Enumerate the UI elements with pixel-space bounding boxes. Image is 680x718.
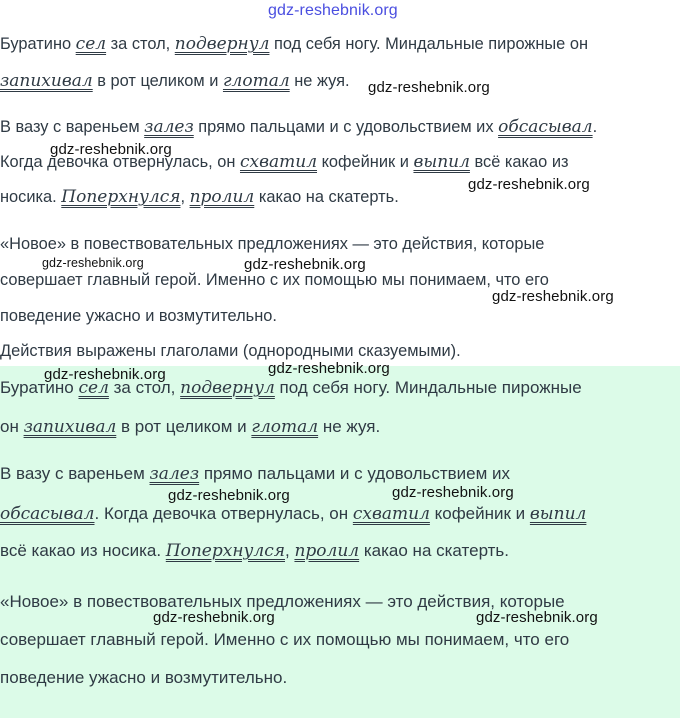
verb: пролил bbox=[189, 187, 255, 207]
watermark: gdz-reshebnik.org bbox=[168, 487, 290, 504]
text: кофейник и bbox=[317, 153, 414, 171]
text: какао на скатерть. bbox=[359, 541, 510, 560]
watermark: gdz-reshebnik.org bbox=[268, 360, 390, 377]
text-line bbox=[0, 504, 586, 524]
text-line bbox=[0, 541, 509, 561]
verb: обсасывал bbox=[498, 117, 593, 137]
text: . Когда девочка отвернулась, он bbox=[94, 504, 353, 523]
text-line: «Новое» в повествовательных предложениях — это действия, которые bbox=[0, 235, 545, 253]
watermark: gdz-reshebnik.org bbox=[50, 141, 172, 158]
text-line bbox=[0, 117, 597, 137]
verb: обсасывал bbox=[0, 504, 95, 524]
text: В вазу с вареньем bbox=[0, 464, 150, 483]
text: под себя ногу. Миндальные пирожные bbox=[274, 378, 582, 397]
answer-section-bottom bbox=[0, 366, 680, 718]
text-line bbox=[0, 34, 588, 54]
verb: подвернул bbox=[180, 378, 275, 398]
text-line bbox=[0, 71, 350, 91]
text-line: совершает главный герой. Именно с их помощью мы понимаем, что его bbox=[0, 630, 570, 649]
text: Буратино bbox=[0, 378, 79, 397]
text-line bbox=[0, 417, 380, 437]
text: всё какао из носика. bbox=[0, 541, 166, 560]
watermark: gdz-reshebnik.org bbox=[476, 609, 598, 626]
text-line: поведение ужасно и возмутительно. bbox=[0, 307, 277, 325]
watermark: gdz-reshebnik.org bbox=[392, 484, 514, 501]
text: носика. bbox=[0, 188, 62, 206]
text: кофейник и bbox=[429, 504, 530, 523]
watermark: gdz-reshebnik.org bbox=[368, 79, 490, 96]
watermark: gdz-reshebnik.org bbox=[153, 609, 275, 626]
text: в рот целиком и bbox=[92, 72, 223, 90]
verb: глотал bbox=[222, 71, 290, 91]
text: Буратино bbox=[0, 35, 76, 53]
verb: сел bbox=[78, 378, 109, 398]
verb: Поперхнулся bbox=[61, 187, 181, 207]
verb: Поперхнулся bbox=[165, 541, 285, 561]
text: какао на скатерть. bbox=[254, 188, 399, 206]
text: не жуя. bbox=[289, 72, 350, 90]
text-line: поведение ужасно и возмутительно. bbox=[0, 668, 288, 687]
text: в рот целиком и bbox=[116, 417, 252, 436]
verb: запихивал bbox=[0, 71, 93, 91]
text: В вазу с вареньем bbox=[0, 118, 145, 136]
text: прямо пальцами и с удовольствием их bbox=[193, 118, 499, 136]
watermark: gdz-reshebnik.org bbox=[468, 176, 590, 193]
text: . bbox=[592, 118, 598, 136]
watermark: gdz-reshebnik.org bbox=[42, 256, 144, 270]
text: под себя ногу. Миндальные пирожные он bbox=[269, 35, 589, 53]
text-line bbox=[0, 464, 510, 484]
text: он bbox=[0, 417, 24, 436]
header-watermark: gdz-reshebnik.org bbox=[268, 2, 398, 19]
verb: залез bbox=[144, 117, 194, 137]
text-line: «Новое» в повествовательных предложениях — это действия, которые bbox=[0, 592, 565, 611]
verb: выпил bbox=[413, 152, 470, 172]
text: за стол, bbox=[108, 378, 181, 397]
text: Когда девочка отвернулась, он bbox=[0, 153, 240, 171]
text: не жуя. bbox=[318, 417, 381, 436]
verb: запихивал bbox=[23, 417, 117, 437]
verb: пролил bbox=[294, 541, 360, 561]
text: прямо пальцами и с удовольствием их bbox=[199, 464, 511, 483]
watermark: gdz-reshebnik.org bbox=[244, 256, 366, 273]
watermark: gdz-reshebnik.org bbox=[44, 366, 166, 383]
text: всё какао из bbox=[469, 153, 569, 171]
text-line bbox=[0, 187, 399, 207]
text: , bbox=[180, 188, 190, 206]
text-line: совершает главный герой. Именно с их помощью мы понимаем, что его bbox=[0, 271, 549, 289]
verb: глотал bbox=[251, 417, 319, 437]
verb: схватил bbox=[352, 504, 430, 524]
verb: выпил bbox=[529, 504, 587, 524]
text: , bbox=[285, 541, 295, 560]
verb: схватил bbox=[239, 152, 318, 172]
text: за стол, bbox=[106, 35, 175, 53]
verb: подвернул bbox=[174, 34, 270, 54]
text-line: Действия выражены глаголами (однородными сказуемыми). bbox=[0, 342, 461, 360]
verb: сел bbox=[75, 34, 107, 54]
verb: залез bbox=[149, 464, 200, 484]
watermark: gdz-reshebnik.org bbox=[492, 288, 614, 305]
